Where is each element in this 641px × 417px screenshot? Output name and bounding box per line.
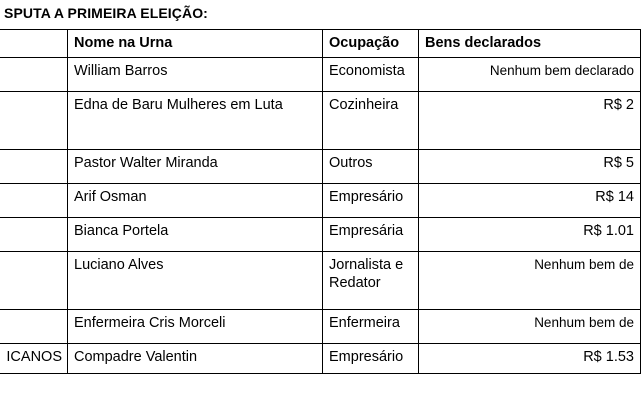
header-name: Nome na Urna [68, 30, 323, 58]
cell-occupation: Empresário [323, 344, 419, 374]
table-row [0, 184, 641, 218]
table-header-row [0, 30, 641, 58]
cell-assets: Nenhum bem de [419, 310, 641, 344]
cell-name: Arif Osman [68, 184, 323, 218]
cell-assets: R$ 14 [419, 184, 641, 218]
cell-party [0, 310, 68, 344]
table-row [0, 58, 641, 92]
cell-occupation: Empresária [323, 218, 419, 252]
cell-assets: Nenhum bem de [419, 252, 641, 310]
header-party [0, 30, 68, 58]
cell-name: Pastor Walter Miranda [68, 150, 323, 184]
cell-name: Enfermeira Cris Morceli [68, 310, 323, 344]
table-row [0, 150, 641, 184]
table-row [0, 218, 641, 252]
table-row [0, 344, 641, 374]
cell-occupation: Economista [323, 58, 419, 92]
cell-name: William Barros [68, 58, 323, 92]
table-row [0, 92, 641, 150]
cell-occupation: Outros [323, 150, 419, 184]
cell-party [0, 252, 68, 310]
cell-occupation: Cozinheira [323, 92, 419, 150]
cell-assets: R$ 1.53 [419, 344, 641, 374]
cell-name: Bianca Portela [68, 218, 323, 252]
cell-assets: Nenhum bem declarado [419, 58, 641, 92]
cell-party [0, 58, 68, 92]
cell-assets: R$ 2 [419, 92, 641, 150]
cell-name: Compadre Valentin [68, 344, 323, 374]
cell-name: Luciano Alves [68, 252, 323, 310]
cell-occupation: Jornalista e Redator [323, 252, 419, 310]
header-assets: Bens declarados [419, 30, 641, 58]
cell-name: Edna de Baru Mulheres em Luta [68, 92, 323, 150]
header-occupation: Ocupação [323, 30, 419, 58]
table-row [0, 310, 641, 344]
cell-party [0, 218, 68, 252]
cell-party [0, 184, 68, 218]
cell-assets: R$ 5 [419, 150, 641, 184]
cell-party [0, 92, 68, 150]
section-heading: SPUTA A PRIMEIRA ELEIÇÃO: [4, 5, 208, 21]
cell-assets: R$ 1.01 [419, 218, 641, 252]
cell-occupation: Empresário [323, 184, 419, 218]
cell-occupation: Enfermeira [323, 310, 419, 344]
cell-party [0, 150, 68, 184]
cell-party: ICANOS [0, 344, 68, 374]
candidates-table [0, 29, 641, 374]
table-row [0, 252, 641, 310]
candidates-table-wrapper [0, 29, 640, 374]
